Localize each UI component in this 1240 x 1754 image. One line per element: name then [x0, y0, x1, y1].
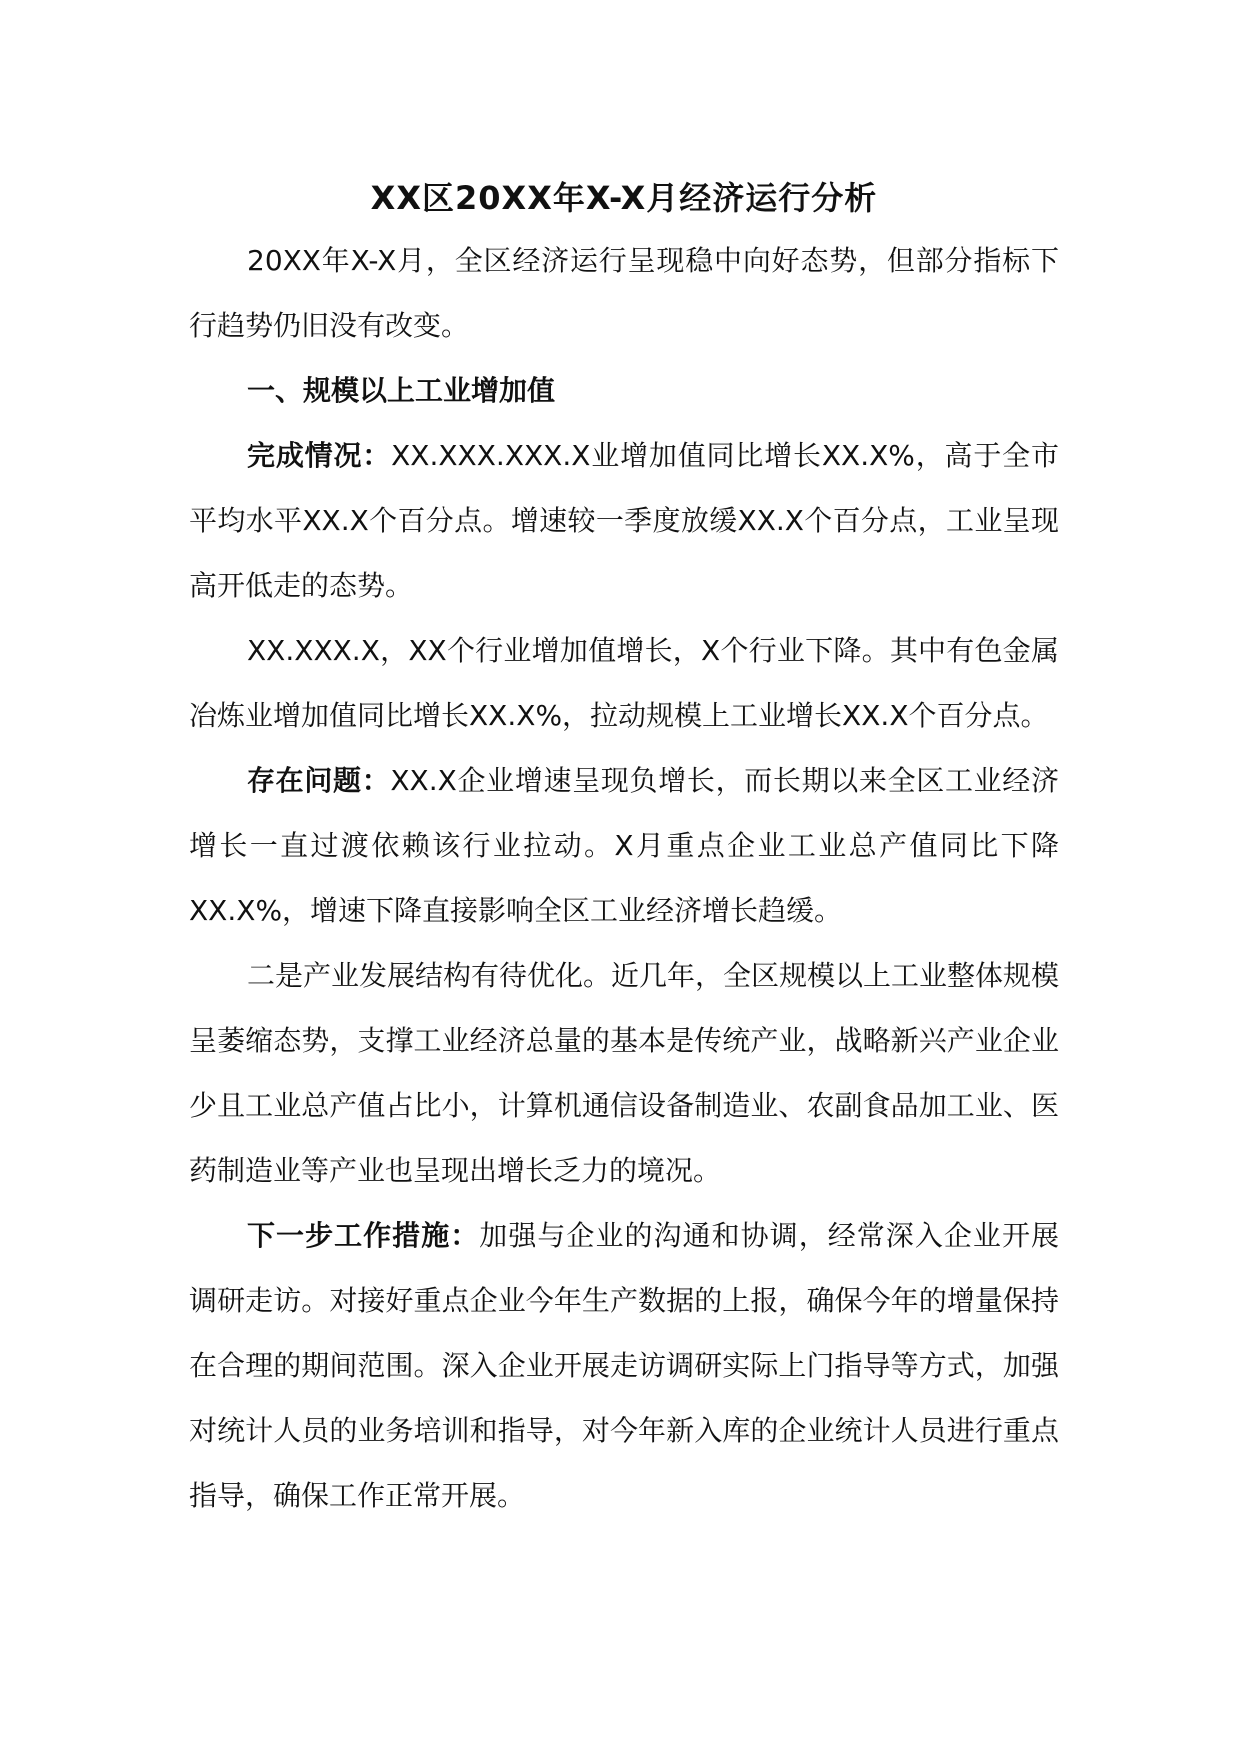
section-heading-industrial-value: 一、规模以上工业增加值 — [247, 374, 556, 407]
document-title: XX区20XX年X-X月经济运行分析 — [370, 179, 878, 217]
problems-paragraph — [189, 748, 1059, 943]
industry-paragraph: XX.XXX.X，XX个行业增加值增长，X个行业下降。其中有色金属冶炼业增加值同比增长XX.X%，拉动规模上工业增长XX.X个百分点。 — [189, 634, 1059, 732]
next-steps-paragraph — [189, 1203, 1059, 1528]
structure-paragraph: 二是产业发展结构有待优化。近几年，全区规模以上工业整体规模呈萎缩态势，支撑工业经济总量的基本是传统产业，战略新兴产业企业少且工业总产值占比小，计算机通信设备制造业、农副食品加工业、医药制造业等产业也呈现出增长乏力的境况。 — [189, 959, 1060, 1187]
document-page — [189, 168, 1059, 1528]
problems-text: XX.X企业增速呈现负增长，而长期以来全区工业经济增长一直过渡依赖该行业拉动。X月重点企业工业总产值同比下降XX.X%，增速下降直接影响全区工业经济增长趋缓。 — [189, 764, 1059, 927]
completion-text: XX.XXX.XXX.X业增加值同比增长XX.X%，高于全市平均水平XX.X个百分点。增速较一季度放缓XX.X个百分点，工业呈现高开低走的态势。 — [189, 439, 1059, 602]
intro-paragraph: 20XX年X-X月，全区经济运行呈现稳中向好态势，但部分指标下行趋势仍旧没有改变。 — [189, 244, 1059, 342]
completion-paragraph — [189, 423, 1059, 618]
next-steps-label: 下一步工作措施： — [247, 1219, 480, 1252]
next-steps-text: 加强与企业的沟通和协调，经常深入企业开展调研走访。对接好重点企业今年生产数据的上报，确保今年的增量保持在合理的期间范围。深入企业开展走访调研实际上门指导等方式，加强对统计人员的业务培训和指导，对今年新入库的企业统计人员进行重点指导，确保工作正常开展。 — [189, 1219, 1059, 1512]
problems-label: 存在问题： — [247, 764, 391, 797]
completion-label: 完成情况： — [247, 439, 392, 472]
